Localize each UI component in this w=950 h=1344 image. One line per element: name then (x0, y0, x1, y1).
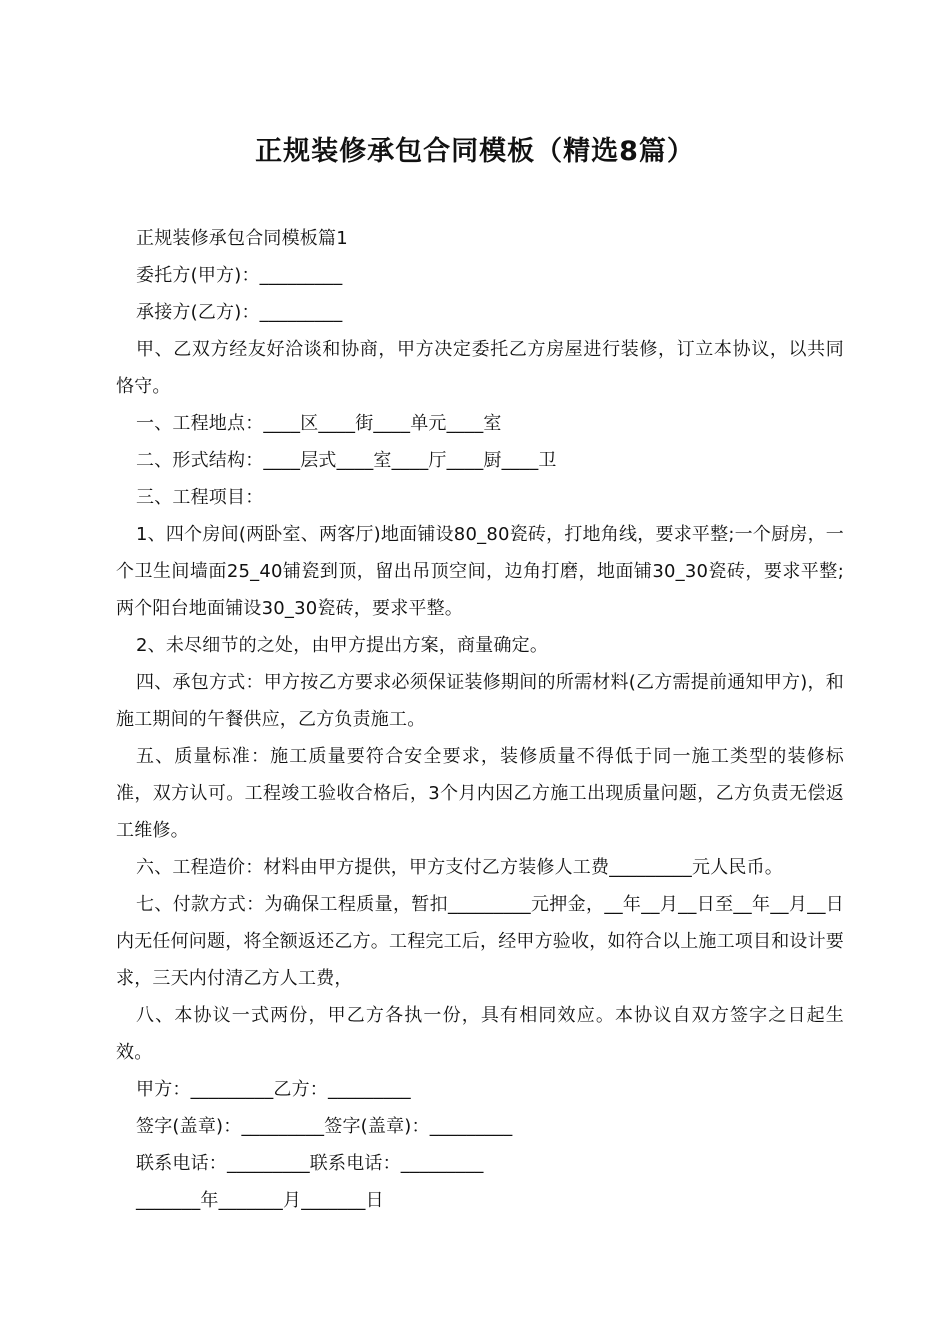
signature-phone: 联系电话：_________联系电话：_________ (136, 1153, 484, 1174)
document-body (116, 220, 844, 1219)
clause-contract-method: 四、承包方式：甲方按乙方要求必须保证装修期间的所需材料(乙方需提前通知甲方)，和施工期间的午餐供应，乙方负责施工。 (116, 672, 844, 730)
party-a-line: 委托方(甲方)：_________ (136, 265, 343, 286)
clause-cost: 六、工程造价：材料由甲方提供，甲方支付乙方装修人工费_________元人民币。 (136, 857, 783, 878)
clause-location: 一、工程地点：____区____街____单元____室 (136, 413, 502, 434)
clause-quality-standard: 五、质量标准：施工质量要符合安全要求，装修质量不得低于同一施工类型的装修标准，双方认可。工程竣工验收合格后，3个月内因乙方施工出现质量问题，乙方负责无偿返工维修。 (116, 746, 844, 841)
party-b-line: 承接方(乙方)：_________ (136, 302, 343, 323)
signature-date: _______年_______月_______日 (136, 1190, 384, 1211)
clause-payment: 七、付款方式：为确保工程质量，暂扣_________元押金，__年__月__日至__年__月__日内无任何问题，将全额返还乙方。工程完工后，经甲方验收，如符合以上施工项目和设计要求，三天内付清乙方人工费， (116, 894, 845, 989)
section-heading: 正规装修承包合同模板篇1 (136, 228, 348, 249)
document-title: 正规装修承包合同模板（精选8篇） (255, 136, 695, 167)
clause-project-heading: 三、工程项目： (136, 487, 264, 508)
paragraph-intro: 甲、乙双方经友好洽谈和协商，甲方决定委托乙方房屋进行装修，订立本协议，以共同恪守。 (116, 339, 844, 397)
clause-project-item-1: 1、四个房间(两卧室、两客厅)地面铺设80_80瓷砖，打地角线，要求平整;一个厨房，一个卫生间墙面25_40铺瓷到顶，留出吊顶空间，边角打磨，地面铺30_30瓷砖，要求平整;两个阳台地面铺设30_30瓷砖，要求平整。 (116, 524, 844, 619)
clause-project-item-2: 2、未尽细节的之处，由甲方提出方案，商量确定。 (136, 635, 549, 656)
clause-structure: 二、形式结构：____层式____室____厅____厨____卫 (136, 450, 557, 471)
signature-seal: 签字(盖章)：_________签字(盖章)：_________ (136, 1116, 513, 1137)
clause-copies: 八、本协议一式两份，甲乙方各执一份，具有相同效应。本协议自双方签字之日起生效。 (116, 1005, 844, 1063)
signature-parties: 甲方：_________乙方：_________ (136, 1079, 411, 1100)
